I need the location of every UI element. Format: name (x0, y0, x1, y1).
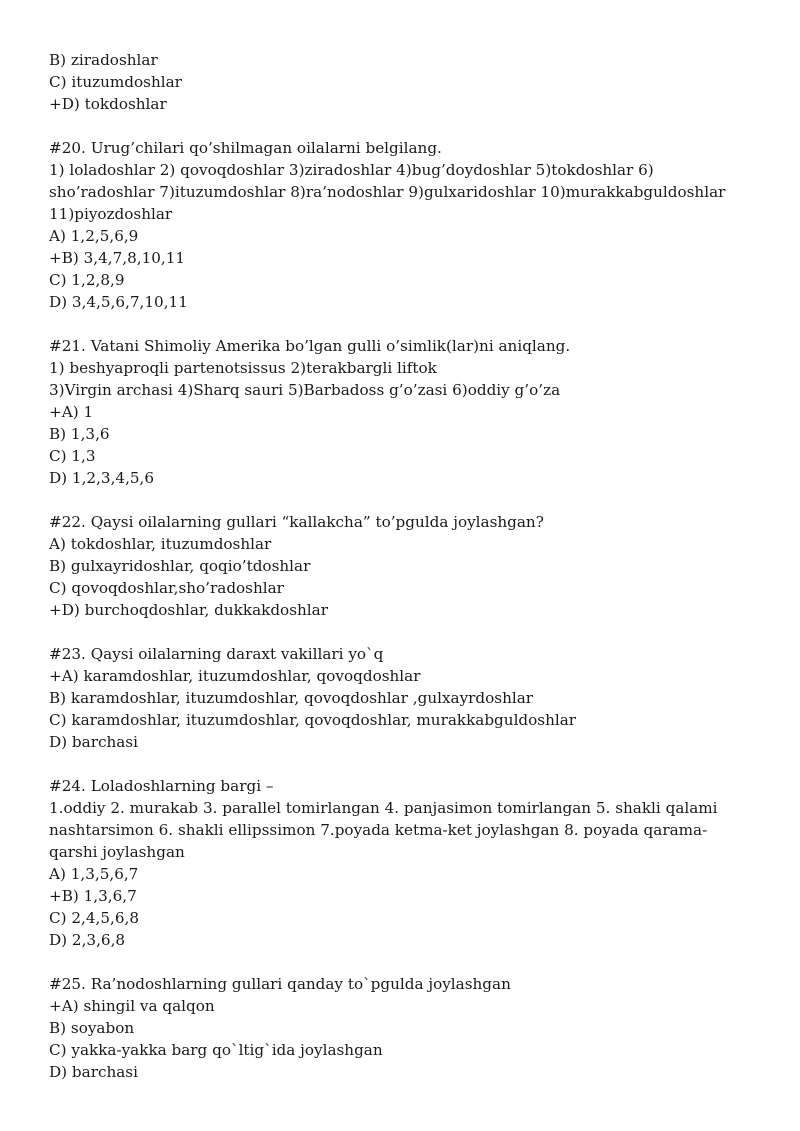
paragraph-spacer (49, 313, 760, 335)
question-title: #23. Qaysi oilalarning daraxt vakillari yo`q (49, 645, 384, 663)
question-body-line: 1) beshyaproqli partenotsissus 2)terakbargli liftok (49, 359, 437, 377)
question-title: #21. Vatani Shimoliy Amerika bo’lgan gulli o’simlik(lar)ni aniqlang. (49, 337, 571, 355)
paragraph-spacer (49, 621, 760, 643)
answer-option: A) tokdoshlar, ituzumdoshlar (49, 535, 272, 553)
answer-option: C) ituzumdoshlar (49, 73, 182, 91)
answer-option: D) barchasi (49, 1063, 138, 1081)
question-body-line: nashtarsimon 6. shakli ellipssimon 7.poyada ketma-ket joylashgan 8. poyada qarama- (49, 821, 708, 839)
question-body-line: 3)Virgin archasi 4)Sharq sauri 5)Barbadoss g’o’zasi 6)oddiy g’o’za (49, 381, 561, 399)
answer-option: D) 1,2,3,4,5,6 (49, 469, 155, 487)
question-body-line: qarshi joylashgan (49, 843, 185, 861)
paragraph-spacer (49, 753, 760, 775)
answer-option: +B) 3,4,7,8,10,11 (49, 249, 186, 267)
answer-option: C) 1,2,8,9 (49, 271, 125, 289)
answer-option: B) 1,3,6 (49, 425, 110, 443)
question-title: #25. Ra’nodoshlarning gullari qanday to`pgulda joylashgan (49, 975, 511, 993)
question-title: #20. Urug’chilari qo’shilmagan oilalarni belgilang. (49, 139, 442, 157)
answer-option: +D) burchoqdoshlar, dukkakdoshlar (49, 601, 328, 619)
answer-option: +D) tokdoshlar (49, 95, 167, 113)
answer-option: D) 3,4,5,6,7,10,11 (49, 293, 188, 311)
paragraph-spacer (49, 951, 760, 973)
paragraph-spacer (49, 489, 760, 511)
answer-option: +B) 1,3,6,7 (49, 887, 137, 905)
answer-option: +A) 1 (49, 403, 94, 421)
question-body-line: 1.oddiy 2. murakab 3. parallel tomirlangan 4. panjasimon tomirlangan 5. shakli qalami (49, 799, 718, 817)
question-body-line: 1) loladoshlar 2) qovoqdoshlar 3)ziradoshlar 4)bug’doydoshlar 5)tokdoshlar 6) (49, 161, 654, 179)
answer-option: B) soyabon (49, 1019, 135, 1037)
paragraph-spacer (49, 115, 760, 137)
answer-option: C) qovoqdoshlar,sho’radoshlar (49, 579, 284, 597)
answer-option: D) 2,3,6,8 (49, 931, 126, 949)
answer-option: C) 1,3 (49, 447, 96, 465)
answer-option: D) barchasi (49, 733, 138, 751)
answer-option: B) karamdoshlar, ituzumdoshlar, qovoqdoshlar ,gulxayrdoshlar (49, 689, 534, 707)
answer-option: C) karamdoshlar, ituzumdoshlar, qovoqdoshlar, murakkabguldoshlar (49, 711, 577, 729)
answer-option: C) 2,4,5,6,8 (49, 909, 139, 927)
question-body-line: 11)piyozdoshlar (49, 205, 173, 223)
answer-option: B) ziradoshlar (49, 51, 158, 69)
answer-option: A) 1,3,5,6,7 (49, 865, 139, 883)
question-title: #22. Qaysi oilalarning gullari “kallakcha” to’pgulda joylashgan? (49, 513, 544, 531)
answer-option: C) yakka-yakka barg qo`ltig`ida joylashgan (49, 1041, 383, 1059)
question-body-line: sho’radoshlar 7)ituzumdoshlar 8)ra’nodoshlar 9)gulxaridoshlar 10)murakkabguldoshlar (49, 183, 726, 201)
answer-option: +A) karamdoshlar, ituzumdoshlar, qovoqdoshlar (49, 667, 421, 685)
answer-option: B) gulxayridoshlar, qoqio’tdoshlar (49, 557, 311, 575)
question-title: #24. Loladoshlarning bargi – (49, 777, 274, 795)
answer-option: A) 1,2,5,6,9 (49, 227, 139, 245)
document-content (49, 49, 760, 1083)
answer-option: +A) shingil va qalqon (49, 997, 215, 1015)
